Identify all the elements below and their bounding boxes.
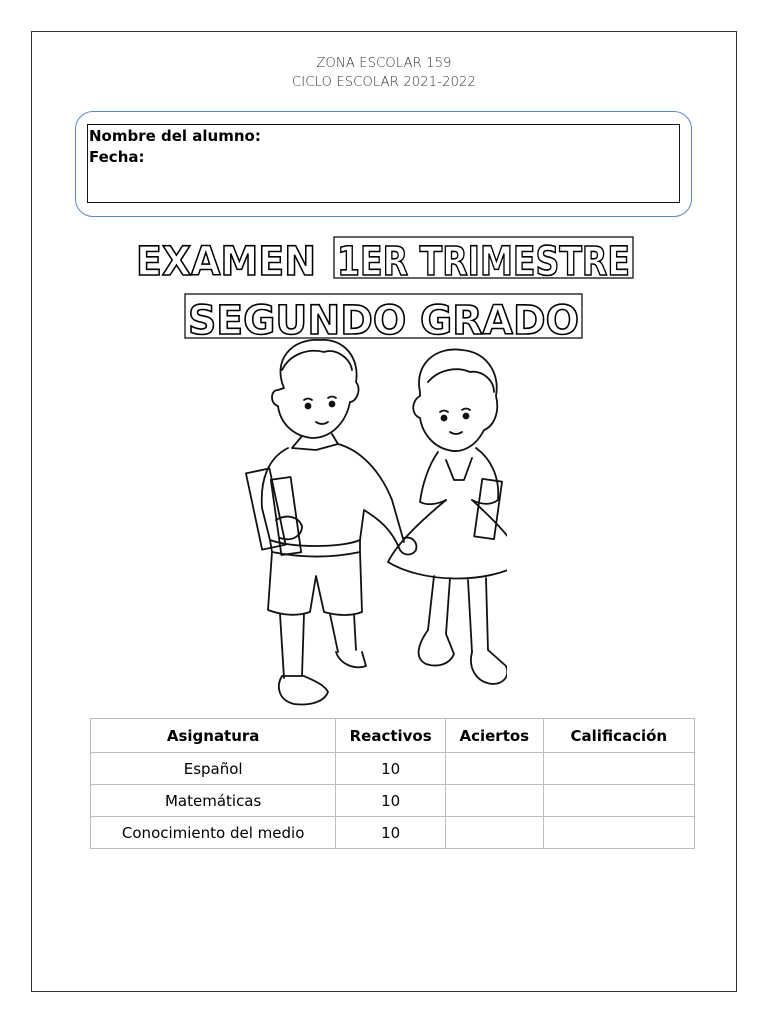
subject-cell: Español [91, 753, 336, 785]
student-name-label: Nombre del alumno: [89, 127, 261, 145]
student-info-box [87, 124, 680, 203]
items-cell: 10 [336, 785, 446, 817]
subject-cell: Conocimiento del medio [91, 817, 336, 849]
items-cell: 10 [336, 753, 446, 785]
subject-cell: Matemáticas [91, 785, 336, 817]
table-row [91, 785, 695, 817]
school-zone: ZONA ESCOLAR 159 [316, 56, 452, 71]
exam-page [31, 31, 737, 992]
table-row [91, 753, 695, 785]
date-label: Fecha: [89, 148, 145, 166]
table-header-row [91, 719, 695, 753]
header-correct: Aciertos [445, 719, 543, 753]
header-items: Reactivos [336, 719, 446, 753]
title-grade-line: SEGUNDO GRADO [188, 298, 579, 340]
items-cell: 10 [336, 817, 446, 849]
grades-table [90, 718, 695, 849]
header-subject: Asignatura [91, 719, 336, 753]
title-trimester-word: 1ER TRIMESTRE [337, 239, 630, 285]
title-exam-word: EXAMEN [136, 239, 316, 285]
table-row [91, 817, 695, 849]
correct-cell[interactable] [445, 785, 543, 817]
header-grade: Calificación [543, 719, 694, 753]
grade-cell[interactable] [543, 785, 694, 817]
student-info-frame [75, 111, 692, 217]
correct-cell[interactable] [445, 753, 543, 785]
exam-title [32, 235, 738, 340]
children-with-books-icon [232, 330, 507, 719]
grade-cell[interactable] [543, 753, 694, 785]
school-cycle: CICLO ESCOLAR 2021-2022 [292, 75, 476, 90]
correct-cell[interactable] [445, 817, 543, 849]
header [32, 54, 736, 92]
grade-cell[interactable] [543, 817, 694, 849]
